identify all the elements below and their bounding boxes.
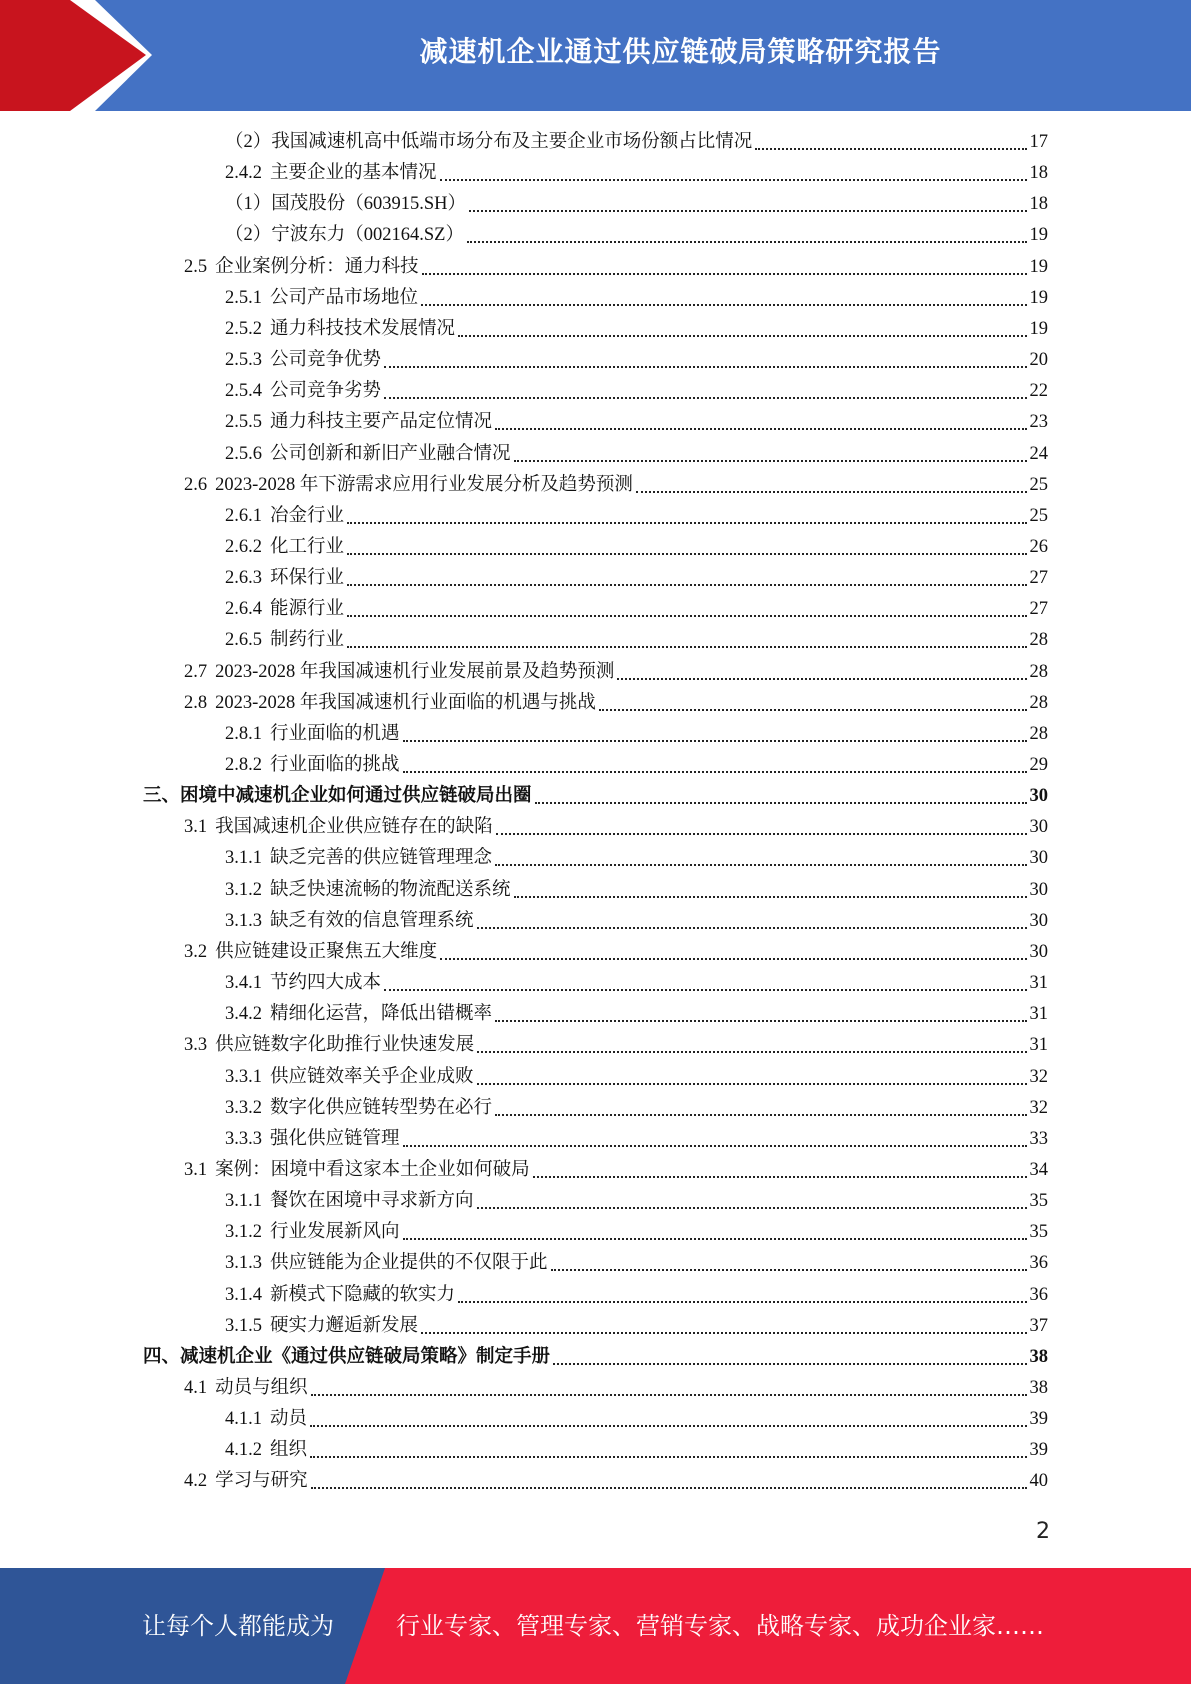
- toc-leader-dots: [496, 832, 1027, 835]
- toc-entry-number: 2.6.5: [225, 630, 262, 651]
- toc-leader-dots: [310, 1455, 1027, 1458]
- toc-entry-label: 缺乏有效的信息管理系统: [270, 910, 474, 931]
- toc-entry-number: 2.5.4: [225, 381, 262, 402]
- toc-entry[interactable]: [225, 220, 1048, 251]
- toc-leader-dots: [440, 178, 1027, 181]
- toc-entry-page: 19: [1029, 256, 1048, 277]
- toc-entry-page: 31: [1029, 1004, 1048, 1025]
- toc-entry-page: 22: [1029, 381, 1048, 402]
- toc-entry[interactable]: [225, 189, 1048, 220]
- toc-entry-label: 精细化运营，降低出错概率: [270, 1004, 493, 1025]
- toc-entry-label: 2023-2028 年我国减速机行业发展前景及趋势预测: [215, 661, 615, 682]
- toc-entry-number: 三、: [143, 786, 181, 807]
- toc-leader-dots: [384, 365, 1027, 368]
- toc-entry-label: 新模式下隐藏的软实力: [270, 1284, 456, 1305]
- toc-entry-number: 3.3.2: [225, 1097, 262, 1118]
- toc-entry-number: 2.7: [184, 661, 208, 682]
- toc-entry-title: [184, 817, 493, 837]
- toc-entry-page: 27: [1029, 599, 1048, 620]
- toc-entry-page: 19: [1029, 225, 1048, 246]
- toc-entry-page: 19: [1029, 318, 1048, 339]
- toc-leader-dots: [495, 1019, 1027, 1022]
- toc-entry[interactable]: [225, 283, 1048, 314]
- toc-entry-title: [225, 1191, 474, 1211]
- toc-entry-title: [225, 1285, 455, 1305]
- toc-entry-page: 24: [1029, 443, 1048, 464]
- toc-entry-title: [225, 444, 511, 464]
- toc-entry-number: 2.8.2: [225, 755, 262, 775]
- toc-entry-title: [225, 381, 381, 401]
- toc-entry-page: 25: [1029, 505, 1048, 526]
- toc-leader-dots: [403, 739, 1027, 742]
- toc-entry-page: 28: [1029, 661, 1048, 682]
- toc-entry-page: 20: [1029, 350, 1048, 371]
- toc-entry-label: 强化供应链管理: [270, 1128, 400, 1149]
- toc-leader-dots: [495, 1113, 1027, 1116]
- toc-leader-dots: [477, 1050, 1027, 1053]
- toc-entry[interactable]: [225, 719, 1048, 750]
- toc-entry-number: 4.1.2: [225, 1440, 262, 1461]
- toc-entry-title: [225, 1067, 474, 1087]
- toc-leader-dots: [469, 209, 1027, 212]
- toc-entry-title: [225, 599, 344, 619]
- toc-entry-page: 40: [1029, 1471, 1048, 1492]
- toc-entry-number: 3.1.2: [225, 1222, 262, 1243]
- toc-leader-dots: [755, 147, 1027, 150]
- toc-entry-page: 32: [1029, 1066, 1048, 1087]
- toc-entry-page: 39: [1029, 1440, 1048, 1461]
- toc-entry-number: 2.6.1: [225, 505, 262, 526]
- toc-leader-dots: [311, 1393, 1027, 1396]
- toc-leader-dots: [458, 334, 1027, 337]
- toc-leader-dots: [533, 1175, 1027, 1178]
- toc-entry[interactable]: [225, 594, 1048, 625]
- toc-entry-page: 19: [1029, 287, 1048, 308]
- toc-entry-label: 行业发展新风向: [270, 1222, 400, 1243]
- toc-leader-dots: [440, 957, 1027, 960]
- toc-entry-number: 2.4.2: [225, 163, 262, 184]
- toc-entry-label: 国茂股份（603915.SH）: [271, 194, 467, 215]
- toc-entry-number: 4.2: [184, 1471, 208, 1492]
- toc-entry-label: 餐饮在困境中寻求新方向: [270, 1191, 474, 1212]
- toc-entry-label: 化工行业: [270, 536, 345, 557]
- toc-entry-title: [225, 412, 492, 432]
- toc-entry-page: 30: [1029, 879, 1048, 900]
- toc-entry-title: [225, 568, 344, 588]
- toc-entry-label: 组织: [270, 1440, 308, 1461]
- toc-entry-label: 我国减速机企业供应链存在的缺陷: [215, 817, 493, 838]
- toc-entry-title: [143, 786, 532, 806]
- toc-entry-number: 3.1.5: [225, 1315, 262, 1336]
- toc-entry-number: 3.3.3: [225, 1128, 262, 1149]
- toc-entry-number: 3.4.1: [225, 973, 262, 994]
- toc-entry-title: [225, 1004, 492, 1024]
- toc-leader-dots: [384, 396, 1027, 399]
- toc-entry-page: 39: [1029, 1409, 1048, 1430]
- footer-slogan-left: 让每个人都能成为: [142, 1612, 334, 1640]
- toc-entry-title: [225, 1222, 400, 1242]
- toc-entry[interactable]: [225, 1186, 1048, 1217]
- toc-entry-page: 34: [1029, 1159, 1048, 1180]
- toc-entry-number: 4.1.1: [225, 1409, 262, 1430]
- toc-entry-label: 我国减速机高中低端市场分布及主要企业市场份额占比情况: [271, 132, 753, 152]
- toc-entry-number: 3.1.3: [225, 910, 262, 931]
- toc-entry-number: 3.1.1: [225, 848, 262, 869]
- toc-entry-page: 37: [1029, 1315, 1048, 1336]
- toc-entry-label: 行业面临的挑战: [270, 755, 400, 775]
- toc-entry-label: 通力科技主要产品定位情况: [270, 412, 493, 433]
- toc-entry-label: 缺乏快速流畅的物流配送系统: [270, 879, 511, 900]
- toc-entry-title: [225, 755, 400, 775]
- toc-entry-number: 2.8.1: [225, 723, 262, 744]
- toc-entry-number: 2.6.2: [225, 536, 262, 557]
- toc-entry-title: [184, 693, 596, 713]
- toc-entry-page: 38: [1029, 1346, 1048, 1367]
- toc-entry-number: 3.4.2: [225, 1004, 262, 1025]
- toc-entry-number: 3.2: [184, 941, 208, 962]
- toc-entry[interactable]: [225, 1248, 1048, 1279]
- toc-entry-label: 动员与组织: [215, 1378, 308, 1398]
- toc-leader-dots: [553, 1362, 1027, 1365]
- toc-entry[interactable]: [225, 345, 1048, 376]
- toc-entry-title: [184, 1035, 474, 1055]
- toc-leader-dots: [495, 427, 1027, 430]
- toc-entry[interactable]: [225, 625, 1048, 656]
- toc-entry-label: 数字化供应链转型势在必行: [270, 1097, 493, 1118]
- toc-entry-number: 四、: [143, 1346, 181, 1367]
- footer-band: [0, 1568, 1191, 1684]
- page-number: 2: [1036, 1519, 1050, 1544]
- toc-entry[interactable]: [184, 657, 1048, 688]
- toc-entry-number: 2.6.3: [225, 568, 262, 589]
- toc-entry-page: 38: [1029, 1378, 1048, 1398]
- toc-entry-page: 30: [1029, 910, 1048, 931]
- toc-entry-number: （2）: [225, 225, 272, 246]
- toc-leader-dots: [311, 1486, 1027, 1489]
- toc-leader-dots: [636, 490, 1027, 493]
- toc-entry-title: [225, 319, 455, 339]
- toc-entry[interactable]: [143, 1342, 1048, 1373]
- toc-entry-number: （1）: [225, 194, 272, 215]
- chevron-arrow-icon: [0, 0, 146, 111]
- toc-entry-number: 2.5.6: [225, 443, 262, 464]
- toc-entry-number: 3.1: [184, 817, 208, 838]
- toc-entry[interactable]: [225, 563, 1048, 594]
- toc-leader-dots: [458, 1300, 1027, 1303]
- toc-entry-label: 学习与研究: [215, 1471, 308, 1492]
- toc-entry[interactable]: [225, 158, 1048, 189]
- toc-entry[interactable]: [225, 906, 1048, 937]
- toc-entry-label: 2023-2028 年我国减速机行业面临的机遇与挑战: [215, 692, 596, 713]
- report-title: 减速机企业通过供应链破局策略研究报告: [419, 35, 942, 68]
- toc-entry-label: 困境中减速机企业如何通过供应链破局出圈: [180, 786, 532, 807]
- toc-entry[interactable]: [225, 127, 1048, 158]
- toc-leader-dots: [495, 863, 1027, 866]
- toc-entry[interactable]: [184, 937, 1048, 968]
- toc-entry-label: 案例：困境中看这家本土企业如何破局: [215, 1159, 530, 1180]
- toc-entry-label: 公司产品市场地位: [270, 287, 419, 308]
- toc-entry-page: 35: [1029, 1222, 1048, 1243]
- toc-entry-title: [184, 662, 614, 682]
- toc-leader-dots: [347, 521, 1027, 524]
- toc-entry[interactable]: [225, 532, 1048, 563]
- toc-entry-title: [225, 350, 381, 370]
- toc-entry[interactable]: [225, 439, 1048, 470]
- toc-leader-dots: [477, 926, 1027, 929]
- toc-entry-label: 制药行业: [270, 630, 345, 651]
- header-band: [0, 0, 1191, 111]
- toc-entry-page: 31: [1029, 1035, 1048, 1056]
- toc-entry[interactable]: [225, 314, 1048, 345]
- toc-leader-dots: [310, 1424, 1027, 1427]
- toc-entry-title: [225, 132, 752, 152]
- toc-leader-dots: [347, 583, 1027, 586]
- toc-entry-title: [225, 911, 474, 931]
- toc-entry-title: [225, 1409, 307, 1429]
- toc-entry-page: 27: [1029, 568, 1048, 589]
- toc-entry-number: 4.1: [184, 1378, 208, 1398]
- toc-entry-number: 3.1.2: [225, 879, 262, 900]
- toc-entry[interactable]: [225, 999, 1048, 1030]
- toc-leader-dots: [421, 303, 1027, 306]
- toc-leader-dots: [599, 708, 1027, 711]
- toc-leader-dots: [384, 988, 1027, 991]
- toc-entry-label: 供应链能为企业提供的不仅限于此: [270, 1253, 548, 1274]
- toc-leader-dots: [477, 1206, 1027, 1209]
- toc-entry-page: 31: [1029, 973, 1048, 994]
- toc-entry-number: 2.5: [184, 256, 208, 277]
- toc-entry-page: 35: [1029, 1191, 1048, 1212]
- toc-entry[interactable]: [184, 1155, 1048, 1186]
- toc-entry-label: 减速机企业《通过供应链破局策略》制定手册: [180, 1346, 551, 1367]
- footer-slogan-right: 行业专家、管理专家、营销专家、战略专家、成功企业家……: [396, 1612, 1044, 1640]
- toc-entry[interactable]: [143, 781, 1048, 812]
- toc-entry[interactable]: [225, 1280, 1048, 1311]
- toc-leader-dots: [403, 1237, 1027, 1240]
- toc-entry-page: 30: [1029, 817, 1048, 838]
- toc-entry-page: 30: [1029, 941, 1048, 962]
- toc-entry[interactable]: [225, 750, 1048, 781]
- toc-entry-title: [225, 506, 344, 526]
- toc-leader-dots: [467, 240, 1027, 243]
- toc-entry-number: 2.8: [184, 692, 208, 713]
- toc-entry-page: 28: [1029, 692, 1048, 713]
- toc-entry-page: 30: [1029, 786, 1048, 807]
- toc-entry-page: 26: [1029, 536, 1048, 557]
- toc-entry-number: 3.1.1: [225, 1191, 262, 1212]
- toc-entry-title: [225, 194, 466, 214]
- toc-entry-label: 能源行业: [270, 599, 345, 620]
- toc-entry-number: 2.5.5: [225, 412, 262, 433]
- toc-entry[interactable]: [225, 1217, 1048, 1248]
- toc-entry[interactable]: [225, 1435, 1048, 1466]
- toc-entry-label: 环保行业: [270, 568, 345, 589]
- toc-entry[interactable]: [225, 407, 1048, 438]
- toc-entry-label: 通力科技技术发展情况: [270, 318, 456, 339]
- toc-entry-page: 36: [1029, 1284, 1048, 1305]
- toc-entry-page: 29: [1029, 755, 1048, 775]
- toc-entry-title: [225, 630, 344, 650]
- toc-leader-dots: [535, 801, 1027, 804]
- toc-entry-title: [225, 724, 400, 744]
- toc-entry-label: 缺乏完善的供应链管理理念: [270, 848, 493, 869]
- toc-entry-page: 17: [1029, 132, 1048, 152]
- toc-entry-label: 供应链数字化助推行业快速发展: [215, 1035, 475, 1056]
- toc-entry[interactable]: [225, 1062, 1048, 1093]
- toc-entry[interactable]: [184, 1030, 1048, 1061]
- toc-entry-number: 2.5.3: [225, 350, 262, 371]
- toc-entry-page: 28: [1029, 630, 1048, 651]
- toc-entry-title: [225, 973, 381, 993]
- toc-entry[interactable]: [225, 376, 1048, 407]
- toc-leader-dots: [347, 552, 1027, 555]
- toc-entry-title: [225, 1098, 492, 1118]
- toc-entry-number: 3.3: [184, 1035, 208, 1056]
- toc-entry-number: 3.1: [184, 1159, 208, 1180]
- toc-entry[interactable]: [225, 875, 1048, 906]
- toc-entry-page: 33: [1029, 1128, 1048, 1149]
- toc-entry-number: 3.1.4: [225, 1284, 262, 1305]
- toc-leader-dots: [551, 1268, 1027, 1271]
- toc-entry-label: 公司创新和新旧产业融合情况: [270, 443, 511, 464]
- toc-entry-page: 25: [1029, 474, 1048, 495]
- toc-entry-title: [225, 1440, 307, 1460]
- toc-entry[interactable]: [184, 1466, 1048, 1497]
- toc-entry-label: 供应链建设正聚焦五大维度: [215, 941, 438, 962]
- toc-leader-dots: [514, 895, 1027, 898]
- toc-entry-page: 36: [1029, 1253, 1048, 1274]
- toc-entry-label: 公司竞争优势: [270, 350, 382, 371]
- toc-entry-label: 公司竞争劣势: [270, 381, 382, 402]
- toc-entry-label: 节约四大成本: [270, 973, 382, 994]
- toc-entry-page: 30: [1029, 848, 1048, 869]
- toc-entry-page: 18: [1029, 194, 1048, 215]
- toc-entry-title: [225, 163, 437, 183]
- toc-entry-number: 3.1.3: [225, 1253, 262, 1274]
- toc-entry[interactable]: [225, 968, 1048, 999]
- toc-entry-title: [225, 1316, 418, 1336]
- toc-entry-label: 2023-2028 年下游需求应用行业发展分析及趋势预测: [215, 474, 633, 495]
- toc-entry-label: 行业面临的机遇: [270, 723, 400, 744]
- toc-entry-page: 18: [1029, 163, 1048, 184]
- toc-entry-number: 2.6.4: [225, 599, 262, 620]
- toc-entry[interactable]: [225, 843, 1048, 874]
- toc-entry[interactable]: [184, 1373, 1048, 1404]
- toc-entry-title: [184, 1378, 308, 1398]
- toc-entry-title: [143, 1347, 550, 1367]
- toc-entry-label: 硬实力邂逅新发展: [270, 1315, 419, 1336]
- toc-entry-title: [225, 1129, 400, 1149]
- toc-entry[interactable]: [184, 812, 1048, 843]
- toc-entry[interactable]: [184, 252, 1048, 283]
- toc-leader-dots: [347, 614, 1027, 617]
- toc-entry-number: 3.3.1: [225, 1066, 262, 1087]
- toc-entry-title: [225, 880, 511, 900]
- toc-entry-title: [184, 942, 437, 962]
- toc-entry-title: [225, 848, 492, 868]
- toc-entry-number: （2）: [225, 132, 272, 152]
- toc-entry-page: 23: [1029, 412, 1048, 433]
- toc-entry[interactable]: [225, 1124, 1048, 1155]
- toc-leader-dots: [347, 645, 1027, 648]
- toc-entry-number: 2.6: [184, 474, 208, 495]
- toc-entry-title: [225, 537, 344, 557]
- toc-entry-label: 企业案例分析：通力科技: [215, 256, 419, 277]
- toc-entry-title: [225, 288, 418, 308]
- toc-entry-title: [225, 225, 464, 245]
- toc-entry[interactable]: [225, 501, 1048, 532]
- toc-entry[interactable]: [225, 1404, 1048, 1435]
- toc-entry[interactable]: [184, 470, 1048, 501]
- toc-leader-dots: [422, 272, 1027, 275]
- toc-entry-label: 主要企业的基本情况: [270, 163, 437, 184]
- toc-entry-label: 供应链效率关乎企业成败: [270, 1066, 474, 1087]
- toc-entry-page: 32: [1029, 1097, 1048, 1118]
- toc-entry-number: 2.5.2: [225, 318, 262, 339]
- toc-leader-dots: [477, 1082, 1027, 1085]
- toc-entry[interactable]: [184, 688, 1048, 719]
- toc-leader-dots: [514, 459, 1027, 462]
- toc-leader-dots: [617, 677, 1027, 680]
- toc-entry-title: [184, 1160, 530, 1180]
- toc-entry-title: [184, 257, 419, 277]
- toc-entry[interactable]: [225, 1311, 1048, 1342]
- toc-leader-dots: [403, 1144, 1027, 1147]
- toc-entry-title: [225, 1253, 548, 1273]
- toc-leader-dots: [403, 770, 1027, 773]
- toc-entry-title: [184, 1471, 308, 1491]
- toc-entry-label: 宁波东力（002164.SZ）: [271, 225, 464, 246]
- toc-entry-label: 冶金行业: [270, 505, 345, 526]
- toc-entry-number: 2.5.1: [225, 287, 262, 308]
- toc-entry[interactable]: [225, 1093, 1048, 1124]
- toc-entry-page: 28: [1029, 723, 1048, 744]
- toc-leader-dots: [421, 1331, 1027, 1334]
- toc-entry-label: 动员: [270, 1409, 308, 1430]
- toc-entry-title: [184, 475, 633, 495]
